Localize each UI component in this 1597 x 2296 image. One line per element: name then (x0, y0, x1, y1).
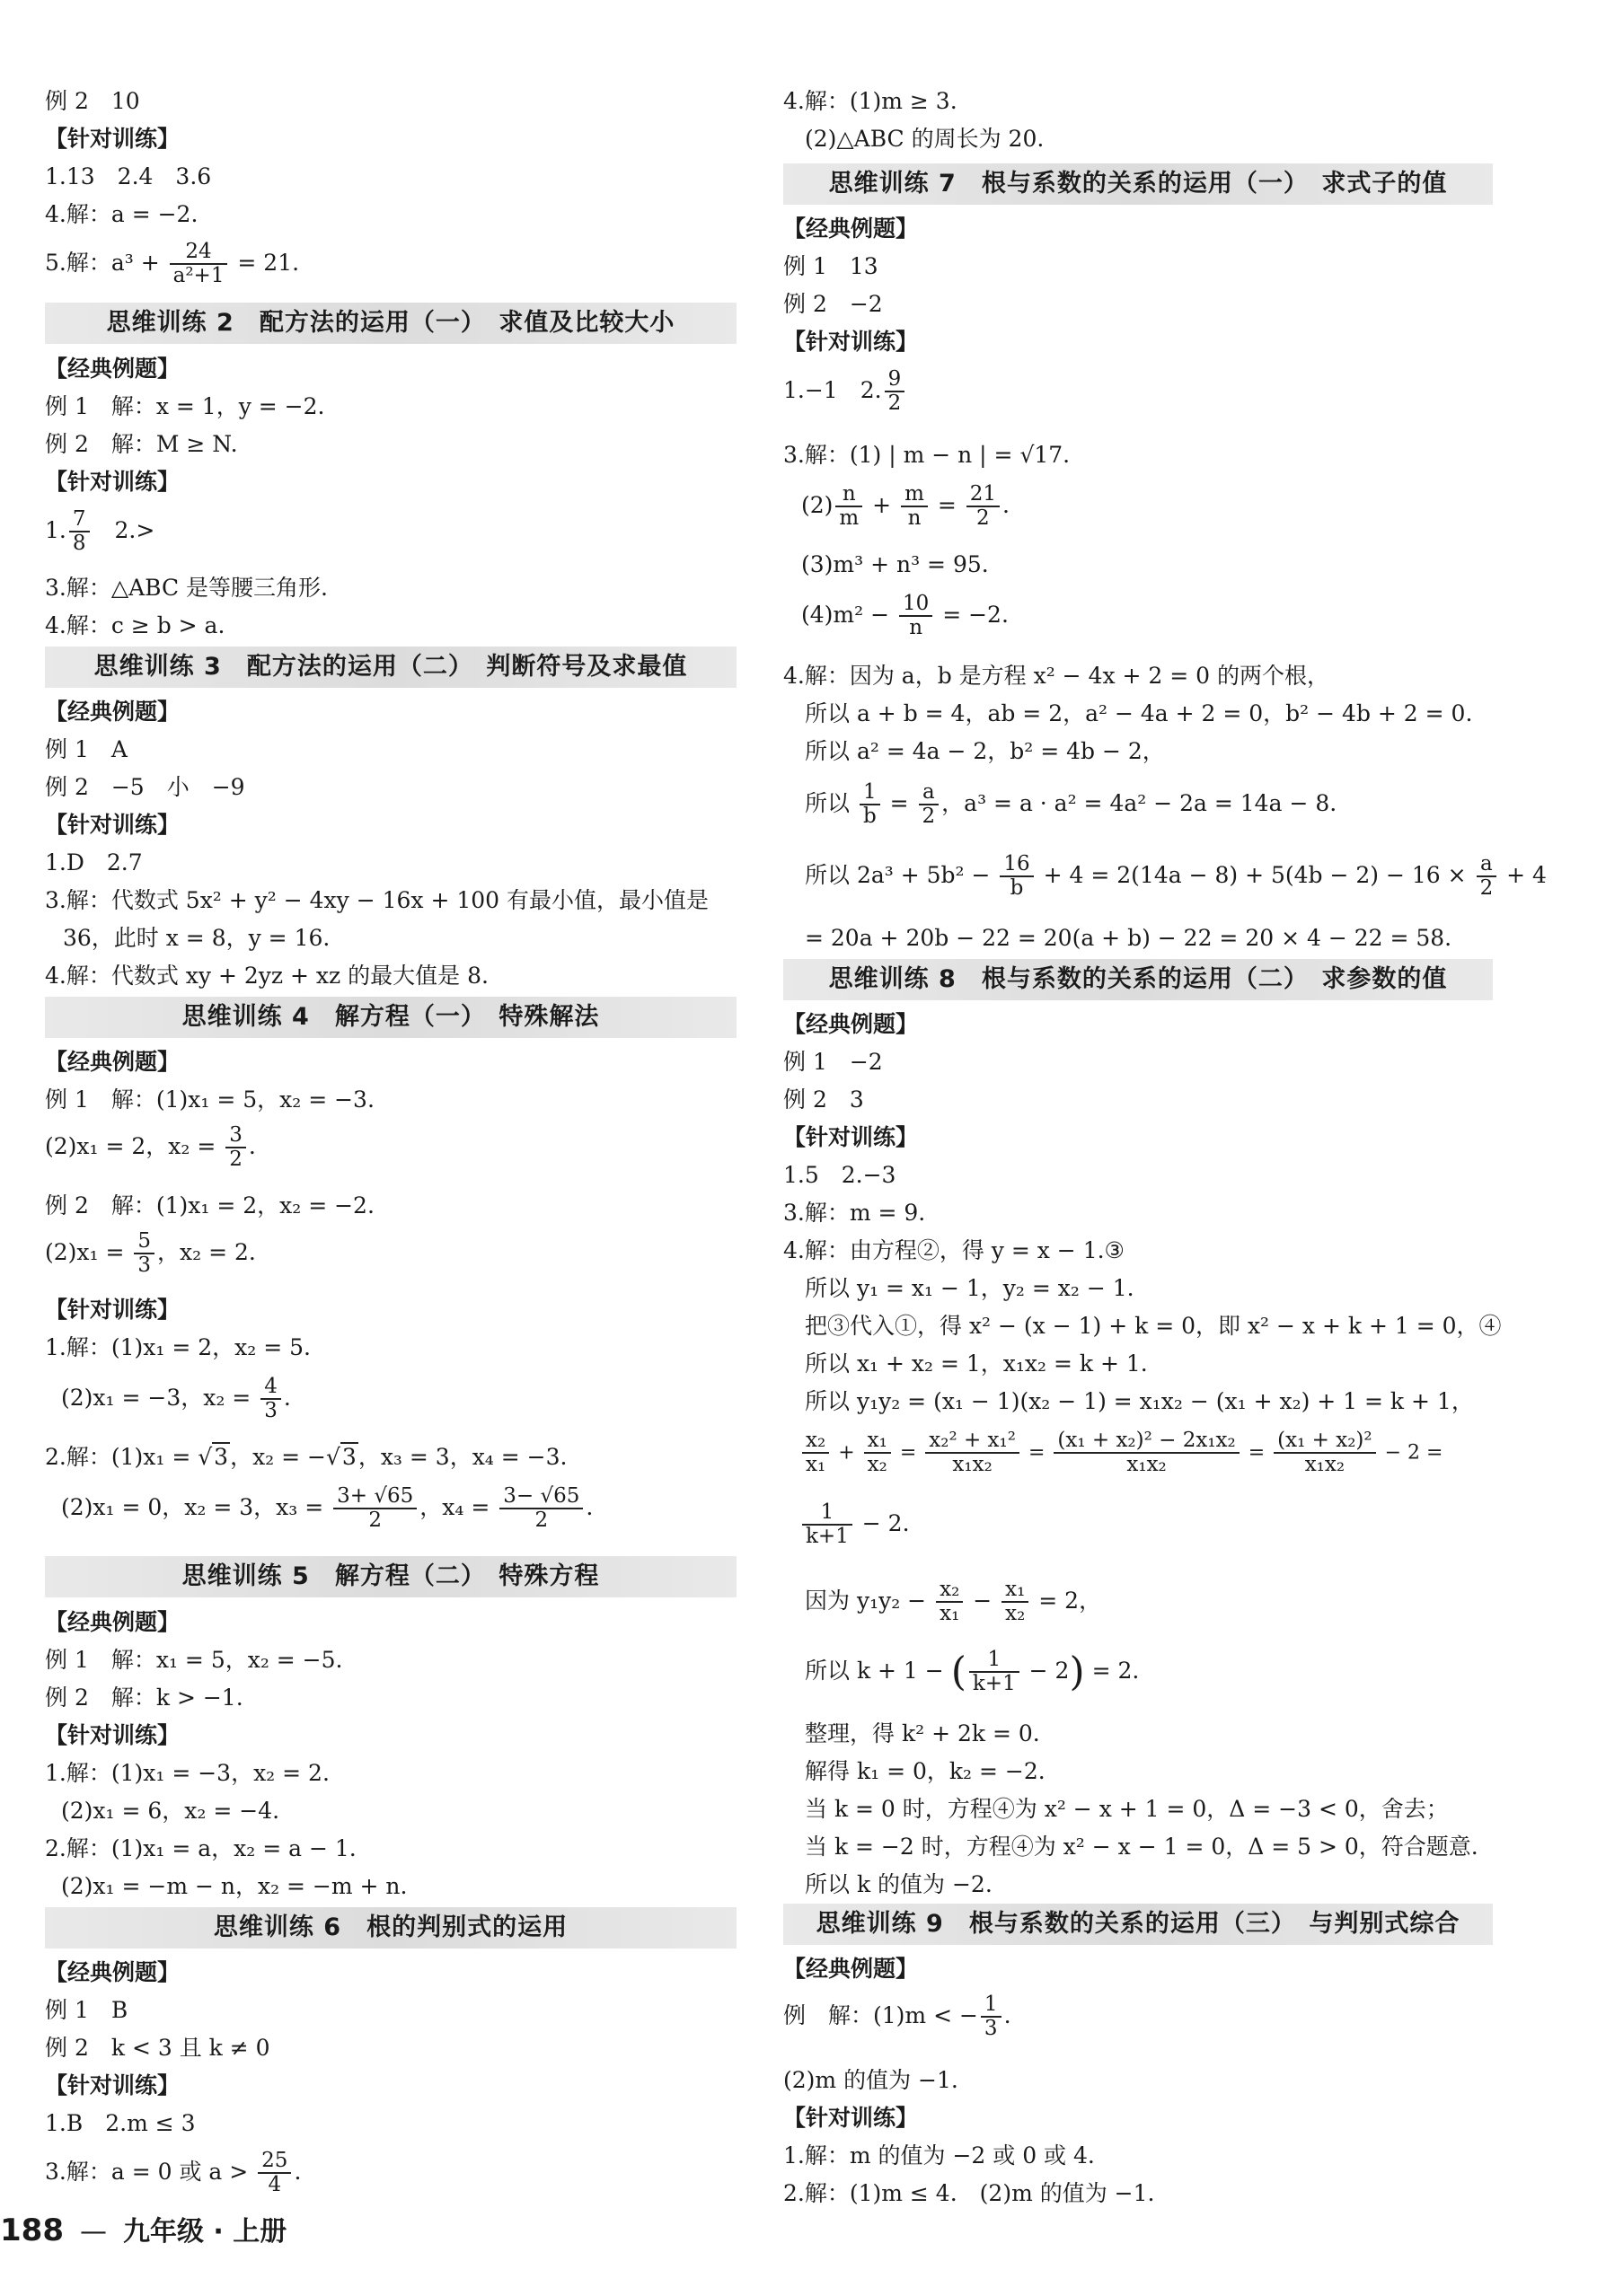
section-label: 【经典例题】 (783, 1956, 919, 1982)
section-header: 思维训练 2 配方法的运用（一） 求值及比较大小 (45, 303, 737, 344)
line: 1.−1 2. $\frac{9}{2}$ (783, 368, 907, 416)
line: 3.解：a = 0 或 a > $\frac{25}{4}$ . (45, 2149, 302, 2197)
line: 整理，得 k² + 2k = 0. (805, 1720, 1040, 1746)
line: 1.解：(1)x₁ = −3，x₂ = 2. (45, 1760, 330, 1786)
line: 例 1 13 (783, 253, 878, 279)
line: 3.解：代数式 5x² + y² − 4xy − 16x + 100 有最小值，最小值是 (45, 887, 710, 913)
line: 例 2 k < 3 且 k ≠ 0 (45, 2035, 270, 2061)
line: (2) $\frac{n}{m}$ + $\frac{m}{n}$ = $\frac{21}{2}$ . (801, 482, 1010, 531)
line: 因为 y₁y₂ − $\frac{\text{x₂}}{\text{x₁}}$ − $\frac{\text{x₁}}{\text{x₂}}$ = 2， (805, 1578, 1102, 1626)
line: 4.解：(1)m ≥ 3. (783, 88, 957, 114)
section-label: 【经典例题】 (45, 356, 181, 382)
section-label: 【经典例题】 (783, 216, 919, 242)
line: 3.解：m = 9. (783, 1200, 926, 1226)
line: 例 解：(1)m < − $\frac{1}{3}$ . (783, 1993, 1011, 2041)
line: 例 2 解：(1)x₁ = 2，x₂ = −2. (45, 1192, 375, 1218)
section-label: 【经典例题】 (783, 1011, 919, 1037)
section-label: 【经典例题】 (45, 1609, 181, 1635)
line: 所以 a + b = 4，ab = 2，a² − 4a + 2 = 0，b² − 4b + 2 = 0. (805, 700, 1473, 726)
footer-dash: — (79, 2216, 107, 2248)
line: 5.解：a³ + $\frac{24}{\text{a²+1}}$ = 21. (45, 240, 300, 288)
line: (2)x₁ = 0，x₂ = 3，x₃ = $\frac{3+ √65}{2}$ ，x₄ = $\frac{3- √65}{2}$ . (61, 1484, 594, 1533)
section-label: 【针对训练】 (783, 2105, 919, 2131)
section-header: 思维训练 4 解方程（一） 特殊解法 (45, 997, 737, 1038)
line: 所以 y₁ = x₁ − 1，y₂ = x₂ − 1. (805, 1275, 1134, 1301)
line: 把③代入①，得 x² − (x − 1) + k = 0，即 x² − x + k + 1 = 0，④ (805, 1313, 1502, 1339)
line: 4.解：a = −2. (45, 201, 199, 227)
line: 例 2 解：k > −1. (45, 1685, 243, 1711)
line: 1. $\frac{7}{8}$ 2.> (45, 507, 155, 556)
section-header: 思维训练 9 根与系数的关系的运用（三） 与判别式综合 (783, 1904, 1493, 1945)
section-label: 【经典例题】 (45, 699, 181, 725)
page-footer (0, 2209, 287, 2248)
line: $\frac{\text{x₂}}{\text{x₁}}$ + $\frac{\text{x₁}}{\text{x₂}}$ = $\frac{\text{x₂² + x₁²}}{\text{x₁x₂}}$ = $\frac{\text{(x₁ + x₂)² − 2x₁x₂}}{\text{x₁x₂}}$ = $\frac{\text{(x₁ + x₂)²}}{\text{x₁x₂}}$ − 2 = (799, 1430, 1443, 1477)
section-label: 【针对训练】 (783, 1124, 919, 1150)
line: 2.解：(1)x₁ = √3，x₂ = −√3，x₃ = 3，x₄ = −3. (45, 1444, 568, 1470)
line: 所以 a² = 4a − 2，b² = 4b − 2， (805, 738, 1165, 764)
section-header: 思维训练 3 配方法的运用（二） 判断符号及求最值 (45, 647, 737, 688)
line: 例 2 10 (45, 88, 140, 114)
line: 所以 k + 1 − ( $\frac{1}{k+1}$ − 2) = 2. (805, 1648, 1140, 1696)
line: 所以 $\frac{1}{b}$ = $\frac{a}{2}$ ，a³ = a · a² = 4a² − 2a = 14a − 8. (805, 780, 1337, 829)
line: 所以 x₁ + x₂ = 1，x₁x₂ = k + 1. (805, 1350, 1148, 1377)
line: 当 k = −2 时，方程④为 x² − x − 1 = 0，Δ = 5 > 0，符合题意. (805, 1834, 1478, 1860)
line: (2)x₁ = 6，x₂ = −4. (61, 1798, 280, 1824)
line: 4.解：代数式 xy + 2yz + xz 的最大值是 8. (45, 963, 489, 989)
line: 例 1 解：x = 1，y = −2. (45, 393, 325, 419)
line: 4.解：c ≥ b > a. (45, 612, 225, 638)
line: 4.解：因为 a，b 是方程 x² − 4x + 2 = 0 的两个根， (783, 663, 1330, 689)
grade-label: 九年级 · 上册 (122, 2216, 287, 2248)
line: 当 k = 0 时，方程④为 x² − x + 1 = 0，Δ = −3 < 0，舍去； (805, 1796, 1449, 1822)
line: 1.5 2.−3 (783, 1162, 896, 1188)
section-label: 【针对训练】 (45, 469, 181, 495)
line: (3)m³ + n³ = 95. (801, 551, 989, 577)
line: 所以 y₁y₂ = (x₁ − 1)(x₂ − 1) = x₁x₂ − (x₁ + x₂) + 1 = k + 1， (805, 1388, 1474, 1414)
section-header: 思维训练 7 根与系数的关系的运用（一） 求式子的值 (783, 163, 1493, 205)
line: 所以 2a³ + 5b² − $\frac{16}{b}$ + 4 = 2(14a − 8) + 5(4b − 2) − 16 × $\frac{a}{2}$ + 4 (805, 852, 1547, 901)
line: 例 1 解：(1)x₁ = 5，x₂ = −3. (45, 1086, 375, 1113)
section-label: 【经典例题】 (45, 1959, 181, 1985)
section-label: 【针对训练】 (45, 812, 181, 838)
line: 例 1 A (45, 736, 128, 762)
line: 例 2 解：M ≥ N. (45, 431, 238, 457)
line: 1.D 2.7 (45, 849, 143, 875)
line: 例 2 3 (783, 1086, 864, 1113)
line: (2)x₁ = 2，x₂ = $\frac{3}{2}$ . (45, 1123, 256, 1172)
line: (2)x₁ = −m − n，x₂ = −m + n. (61, 1873, 408, 1899)
line: 2.解：(1)m ≤ 4. (2)m 的值为 −1. (783, 2180, 1155, 2206)
section-label: 【针对训练】 (45, 1297, 181, 1323)
line: 3.解：(1) | m − n | = √17. (783, 442, 1071, 468)
line: 例 1 解：x₁ = 5，x₂ = −5. (45, 1647, 343, 1673)
line: 例 1 B (45, 1997, 128, 2023)
section-label: 【经典例题】 (45, 1049, 181, 1075)
line: 解得 k₁ = 0，k₂ = −2. (805, 1758, 1046, 1784)
section-label: 【针对训练】 (45, 2072, 181, 2098)
line: (2)m 的值为 −1. (783, 2067, 958, 2093)
line: (4)m² − $\frac{10}{n}$ = −2. (801, 592, 1009, 640)
line: (2)x₁ = $\frac{5}{3}$ ，x₂ = 2. (45, 1229, 256, 1278)
section-header: 思维训练 8 根与系数的关系的运用（二） 求参数的值 (783, 959, 1493, 1000)
section-label: 【针对训练】 (45, 126, 181, 152)
line: 3.解：△ABC 是等腰三角形. (45, 575, 328, 601)
line: 1.B 2.m ≤ 3 (45, 2110, 196, 2136)
line: 例 2 −2 (783, 291, 883, 317)
section-header: 思维训练 6 根的判别式的运用 (45, 1907, 737, 1949)
section-label: 【针对训练】 (45, 1722, 181, 1748)
line: (2)△ABC 的周长为 20. (805, 126, 1045, 152)
line: 例 1 −2 (783, 1049, 883, 1075)
section-label: 【针对训练】 (783, 329, 919, 355)
line: 1.13 2.4 3.6 (45, 163, 212, 189)
line: 1.解：m 的值为 −2 或 0 或 4. (783, 2142, 1095, 2168)
page-number: 188 (0, 2212, 64, 2248)
line: 4.解：由方程②，得 y = x − 1.③ (783, 1237, 1125, 1263)
line: 2.解：(1)x₁ = a，x₂ = a − 1. (45, 1835, 357, 1861)
line: $\frac{1}{k+1}$ − 2. (799, 1501, 910, 1549)
section-header: 思维训练 5 解方程（二） 特殊方程 (45, 1556, 737, 1597)
line: = 20a + 20b − 22 = 20(a + b) − 22 = 20 × 4 − 22 = 58. (805, 925, 1452, 951)
line: (2)x₁ = −3，x₂ = $\frac{4}{3}$ . (61, 1375, 291, 1423)
line: 所以 k 的值为 −2. (805, 1871, 993, 1897)
line: 例 2 −5 小 −9 (45, 774, 245, 800)
line: 36，此时 x = 8，y = 16. (63, 925, 331, 951)
line: 1.解：(1)x₁ = 2，x₂ = 5. (45, 1334, 311, 1360)
